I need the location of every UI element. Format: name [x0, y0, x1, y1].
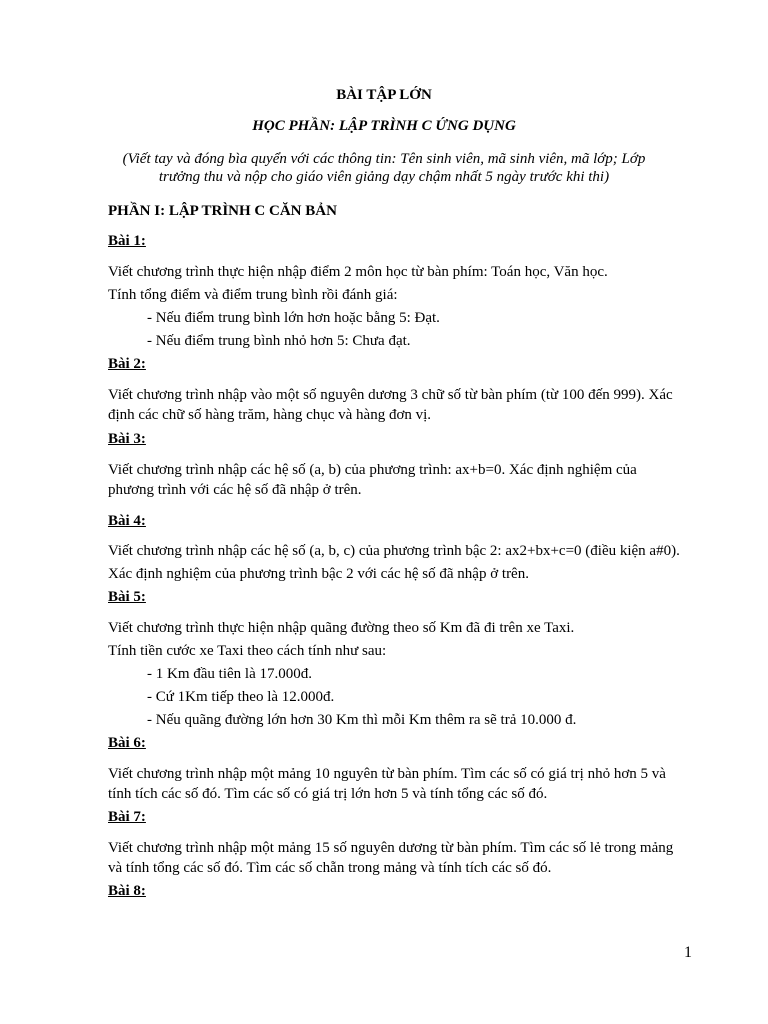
- page-number: 1: [684, 944, 692, 961]
- exercise-1-item: - Nếu điểm trung bình lớn hơn hoặc bằng 5: Đạt.: [147, 310, 440, 326]
- exercise-5-line: Viết chương trình thực hiện nhập quãng đường theo số Km đã đi trên xe Taxi.: [108, 620, 575, 636]
- exercise-7-heading: Bài 7:: [108, 809, 146, 825]
- exercise-8-heading: Bài 8:: [108, 883, 146, 899]
- exercise-2-line: Viết chương trình nhập vào một số nguyên dương 3 chữ số từ bàn phím (từ 100 đến 999). Xác: [108, 387, 673, 403]
- exercise-3-line: Viết chương trình nhập các hệ số (a, b) của phương trình: ax+b=0. Xác định nghiệm của: [108, 462, 637, 478]
- exercise-3-heading: Bài 3:: [108, 431, 146, 447]
- exercise-6-line: tính tích các số đó. Tìm các số có giá trị lớn hơn 5 và tính tổng các số đó.: [108, 786, 548, 802]
- instruction-line-2: trưởng thu và nộp cho giáo viên giảng dạy chậm nhất 5 ngày trước khi thi): [158, 169, 610, 185]
- instruction-line-1: (Viết tay và đóng bìa quyển với các thông tin: Tên sinh viên, mã sinh viên, mã lớp; Lớp: [122, 151, 646, 167]
- exercise-2-heading: Bài 2:: [108, 356, 146, 372]
- exercise-3-line: phương trình với các hệ số đã nhập ở trên.: [108, 482, 362, 498]
- part-heading: PHẦN I: LẬP TRÌNH C CĂN BẢN: [108, 203, 337, 219]
- exercise-4-heading: Bài 4:: [108, 513, 146, 529]
- course-title: HỌC PHẦN: LẬP TRÌNH C ỨNG DỤNG: [252, 118, 516, 134]
- exercise-6-heading: Bài 6:: [108, 735, 146, 751]
- exercise-4-line: Xác định nghiệm của phương trình bậc 2 với các hệ số đã nhập ở trên.: [108, 566, 529, 582]
- exercise-5-item: - Cứ 1Km tiếp theo là 12.000đ.: [147, 689, 335, 705]
- exercise-7-line: và tính tổng các số đó. Tìm các số chẵn trong mảng và tính tích các số đó.: [108, 860, 552, 876]
- exercise-1-line: Tính tổng điểm và điểm trung bình rồi đánh giá:: [108, 287, 398, 303]
- exercise-4-line: Viết chương trình nhập các hệ số (a, b, c) của phương trình bậc 2: ax2+bx+c=0 (điều kiện a#0).: [108, 543, 680, 559]
- exercise-5-item: - Nếu quãng đường lớn hơn 30 Km thì mỗi Km thêm ra sẽ trả 10.000 đ.: [147, 712, 577, 728]
- exercise-6-line: Viết chương trình nhập một mảng 10 nguyên từ bàn phím. Tìm các số có giá trị nhỏ hơn 5 và: [108, 766, 666, 782]
- exercise-5-line: Tính tiền cước xe Taxi theo cách tính như sau:: [108, 643, 387, 659]
- exercise-1-heading: Bài 1:: [108, 233, 146, 249]
- exercise-5-heading: Bài 5:: [108, 589, 146, 605]
- exercise-7-line: Viết chương trình nhập một mảng 15 số nguyên dương từ bàn phím. Tìm các số lẻ trong mảng: [108, 840, 674, 856]
- exercise-1-item: - Nếu điểm trung bình nhỏ hơn 5: Chưa đạt.: [147, 333, 411, 349]
- exercise-2-line: định các chữ số hàng trăm, hàng chục và hàng đơn vị.: [108, 407, 432, 423]
- exercise-1-line: Viết chương trình thực hiện nhập điểm 2 môn học từ bàn phím: Toán học, Văn học.: [108, 264, 608, 280]
- document-title: BÀI TẬP LỚN: [336, 87, 432, 103]
- exercise-5-item: - 1 Km đầu tiên là 17.000đ.: [147, 666, 312, 682]
